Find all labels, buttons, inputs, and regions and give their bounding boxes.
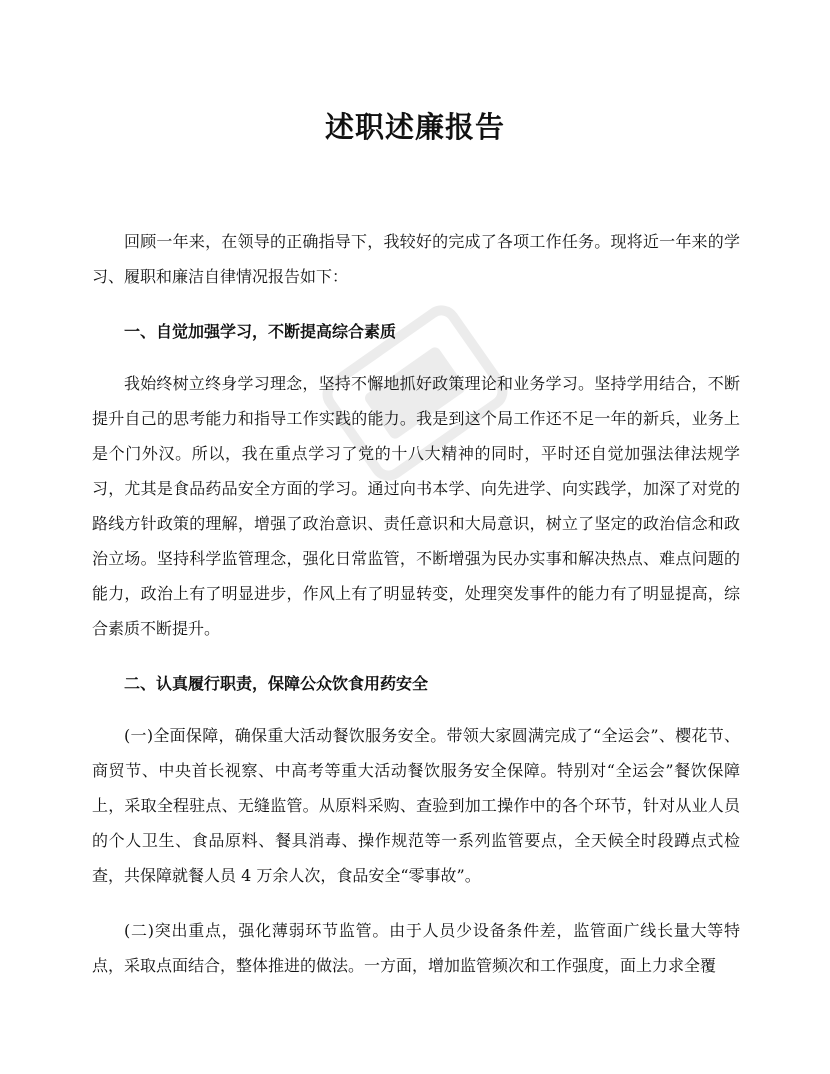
- document-title: 述职述廉报告: [324, 110, 505, 144]
- section-1-heading: 一、自觉加强学习，不断提高综合素质: [124, 322, 397, 341]
- section-2-heading: 二、认真履行职责，保障公众饮食用药安全: [124, 674, 429, 693]
- section-2-paragraph-1: (一)全面保障，确保重大活动餐饮服务安全。带领大家圆满完成了“全运会”、樱花节、商贸节、中央首长视察、中高考等重大活动餐饮服务安全保障。特别对“全运会”餐饮保障上，采取全程驻点、无缝监管。从原料采购、查验到加工操作中的各个环节，针对从业人员的个人卫生、食品原料、餐具消毒、操作规范等一系列监管要点，全天候全时段蹲点式检查，共保障就餐人员 4 万余人次，食品安全“零事故”。: [92, 726, 740, 885]
- intro-paragraph: 回顾一年来，在领导的正确指导下，我较好的完成了各项工作任务。现将近一年来的学习、履职和廉洁自律情况报告如下：: [92, 232, 740, 286]
- section-2-paragraph-2: (二)突出重点，强化薄弱环节监管。由于人员少设备条件差，监管面广线长量大等特点，采取点面结合，整体推进的做法。一方面，增加监管频次和工作强度，面上力求全覆: [92, 921, 740, 975]
- section-1-paragraph: 我始终树立终身学习理念，坚持不懈地抓好政策理论和业务学习。坚持学用结合，不断提升自己的思考能力和指导工作实践的能力。我是到这个局工作还不足一年的新兵，业务上是个门外汉。所以，我在重点学习了党的十八大精神的同时，平时还自觉加强法律法规学习，尤其是食品药品安全方面的学习。通过向书本学、向先进学、向实践学，加深了对党的路线方针政策的理解，增强了政治意识、责任意识和大局意识，树立了坚定的政治信念和政治立场。坚持科学监管理念，强化日常监管，不断增强为民办实事和解决热点、难点问题的能力，政治上有了明显进步，作风上有了明显转变，处理突发事件的能力有了明显提高，综合素质不断提升。: [92, 374, 740, 638]
- document-body: [92, 224, 740, 1003]
